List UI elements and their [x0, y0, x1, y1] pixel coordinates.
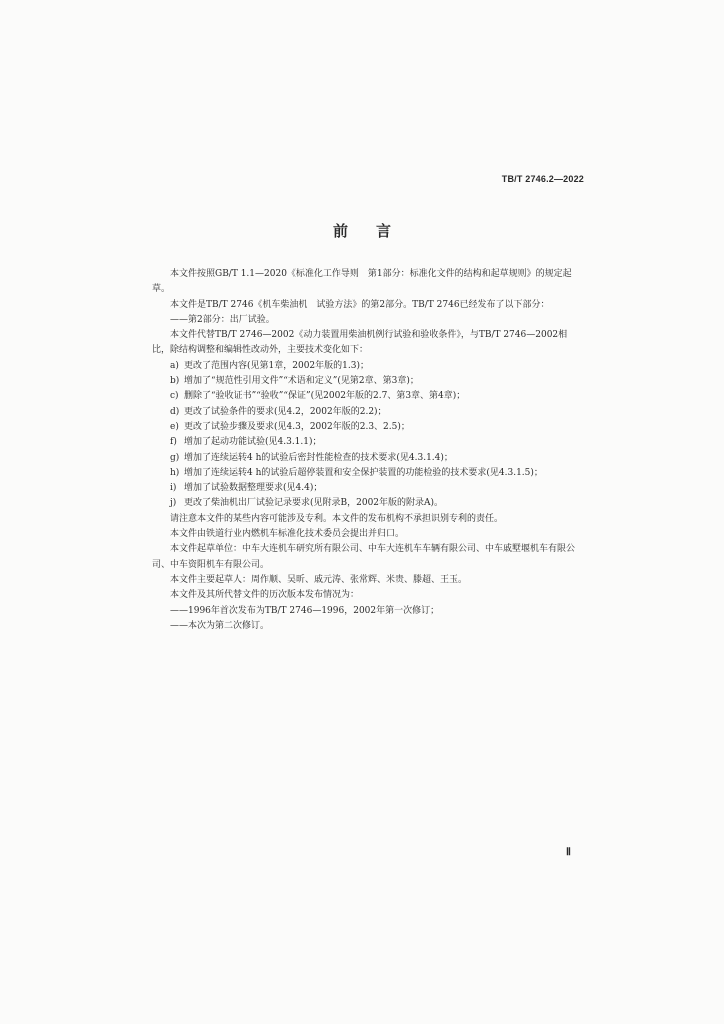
list-item-text: 更改了试验步骤及要求(见4.3，2002年版的2.3、2.5)；	[184, 421, 410, 432]
foreword-body	[152, 267, 584, 634]
list-item-text: 增加了连续运转4 h的试验后密封性能检查的技术要求(见4.3.1.4)；	[184, 452, 453, 463]
paragraph: 请注意本文件的某些内容可能涉及专利。本文件的发布机构不承担识别专利的责任。	[170, 513, 504, 524]
page-title: 前言	[332, 222, 419, 240]
list-item-text: 增加了起动功能试验(见4.3.1.1)；	[184, 437, 322, 448]
list-item-text: 增加了“规范性引用文件”“术语和定义”(见第2章、第3章)；	[184, 376, 419, 387]
list-marker: e)	[170, 421, 179, 432]
list-item	[152, 389, 584, 404]
list-item	[152, 405, 584, 420]
page-number: Ⅱ	[566, 847, 571, 858]
list-item	[152, 451, 584, 466]
list-item-text: 更改了柴油机出厂试验记录要求(见附录B，2002年版的附录A)。	[184, 498, 444, 509]
changes-list	[152, 359, 584, 512]
list-marker: d)	[170, 406, 180, 417]
list-item	[152, 359, 584, 374]
list-item	[152, 374, 584, 389]
list-item	[152, 466, 584, 481]
list-marker: h)	[170, 467, 180, 478]
paragraph: 本文件代替TB/T 2746—2002《动力装置用柴油机例行试验和验收条件》，与TB/T 2746—2002相比，除结构调整和编辑性改动外，主要技术变化如下：	[152, 330, 568, 356]
list-item	[152, 420, 584, 435]
list-item-text: 删除了“验收证书”“验收”“保证”(见2002年版的2.7、第3章、第4章)；	[184, 391, 466, 402]
list-marker: i)	[170, 483, 177, 494]
list-item	[152, 481, 584, 496]
standard-code: TB/T 2746.2—2022	[501, 174, 584, 184]
list-item-text: 更改了范围内容(见第1章，2002年版的1.3)；	[184, 360, 369, 371]
list-item-text: 增加了连续运转4 h的试验后超停装置和安全保护装置的功能检验的技术要求(见4.3.1.5)；	[184, 467, 543, 478]
list-marker: f)	[170, 437, 177, 448]
list-marker: j)	[170, 498, 177, 509]
paragraph: ——第2部分：出厂试验。	[170, 314, 275, 325]
list-item	[152, 435, 584, 450]
paragraph: 本文件是TB/T 2746《机车柴油机 试验方法》的第2部分。TB/T 2746已经发布了以下部分：	[170, 299, 550, 310]
paragraph: ——1996年首次发布为TB/T 2746—1996，2002年第一次修订；	[170, 605, 440, 616]
paragraph: ——本次为第二次修订。	[170, 620, 270, 631]
paragraph: 本文件主要起草人：周作顺、吴昕、戚元涛、张常辉、米贵、滕超、王玉。	[170, 574, 468, 585]
list-item-text: 增加了试验数据整理要求(见4.4)；	[184, 483, 323, 494]
list-item	[152, 496, 584, 511]
paragraph: 本文件起草单位：中车大连机车研究所有限公司、中车大连机车车辆有限公司、中车戚墅堰机车有限公司、中车资阳机车有限公司。	[152, 544, 576, 570]
list-marker: b)	[170, 376, 180, 387]
list-marker: g)	[170, 452, 180, 463]
paragraph: 本文件及其所代替文件的历次版本发布情况为：	[170, 590, 360, 601]
list-item-text: 更改了试验条件的要求(见4.2，2002年版的2.2)；	[184, 406, 387, 417]
list-marker: c)	[170, 391, 179, 402]
paragraph: 本文件按照GB/T 1.1—2020《标准化工作导则 第1部分：标准化文件的结构和起草规则》的规定起草。	[152, 269, 572, 295]
paragraph: 本文件由铁道行业内燃机车标准化技术委员会提出并归口。	[170, 529, 405, 540]
list-marker: a)	[170, 360, 179, 371]
